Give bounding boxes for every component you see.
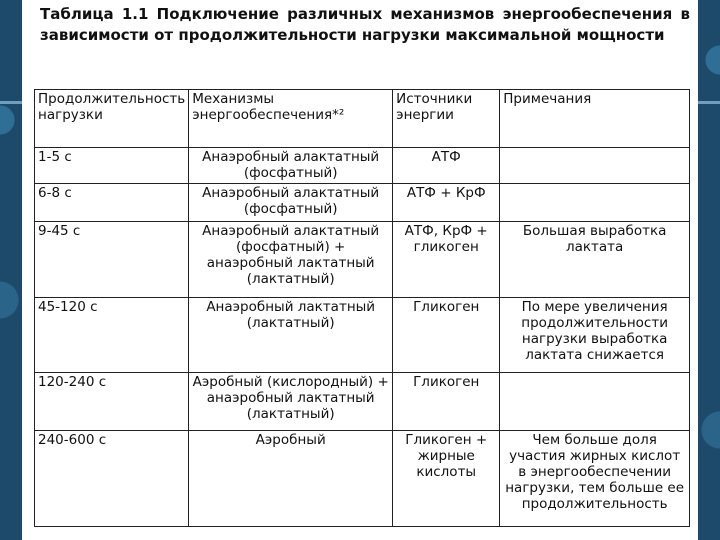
cell-mechanism: Анаэробный алактатный (фосфатный) [189, 148, 393, 184]
table-row [35, 184, 690, 222]
cell-note: Большая выработка лактата [500, 222, 690, 298]
slide-accent-stripe-left [0, 101, 22, 104]
header-duration: Продолжительность нагрузки [35, 90, 189, 148]
cell-source: Гликоген [393, 373, 500, 431]
cell-source: АТФ + КрФ [393, 184, 500, 222]
cell-note [500, 148, 690, 184]
cell-duration: 9-45 с [35, 222, 189, 298]
cell-note: По мере увеличения продолжительности нагрузки выработка лактата снижается [500, 298, 690, 373]
header-note: Примечания [500, 90, 690, 148]
slide-accent-stripe-right [698, 101, 720, 104]
cell-mechanism: Анаэробный алактатный (фосфатный) [189, 184, 393, 222]
cell-duration: 240-600 с [35, 431, 189, 527]
header-source: Источники энергии [393, 90, 500, 148]
slide-background-right [698, 0, 720, 540]
header-mechanism: Механизмы энергообеспечения*² [189, 90, 393, 148]
cell-duration: 45-120 с [35, 298, 189, 373]
slide-background-left [0, 0, 22, 540]
table-row [35, 431, 690, 527]
table-caption: Таблица 1.1 Подключение различных механизмов энергообеспечения в зависимости от продолжительности нагрузки максимальной мощности [40, 5, 690, 44]
cell-note: Чем больше доля участия жирных кислот в энергообеспечении нагрузки, тем больше ее продолжительность [500, 431, 690, 527]
cell-source: Гликоген [393, 298, 500, 373]
table-header-row [35, 90, 690, 148]
cell-source: Гликоген + жирные кислоты [393, 431, 500, 527]
cell-duration: 6-8 с [35, 184, 189, 222]
cell-mechanism: Анаэробный лактатный (лактатный) [189, 298, 393, 373]
cell-note [500, 184, 690, 222]
cell-source: АТФ [393, 148, 500, 184]
cell-mechanism: Аэробный [189, 431, 393, 527]
cell-mechanism: Анаэробный алактатный (фосфатный) + анаэробный лактатный (лактатный) [189, 222, 393, 298]
table-row [35, 298, 690, 373]
cell-duration: 1-5 с [35, 148, 189, 184]
document-page [22, 0, 698, 540]
cell-mechanism: Аэробный (кислородный) + анаэробный лактатный (лактатный) [189, 373, 393, 431]
table-row [35, 148, 690, 184]
cell-duration: 120-240 с [35, 373, 189, 431]
cell-source: АТФ, КрФ + гликоген [393, 222, 500, 298]
table-row [35, 222, 690, 298]
energy-supply-table [34, 89, 690, 527]
table-row [35, 373, 690, 431]
cell-note [500, 373, 690, 431]
